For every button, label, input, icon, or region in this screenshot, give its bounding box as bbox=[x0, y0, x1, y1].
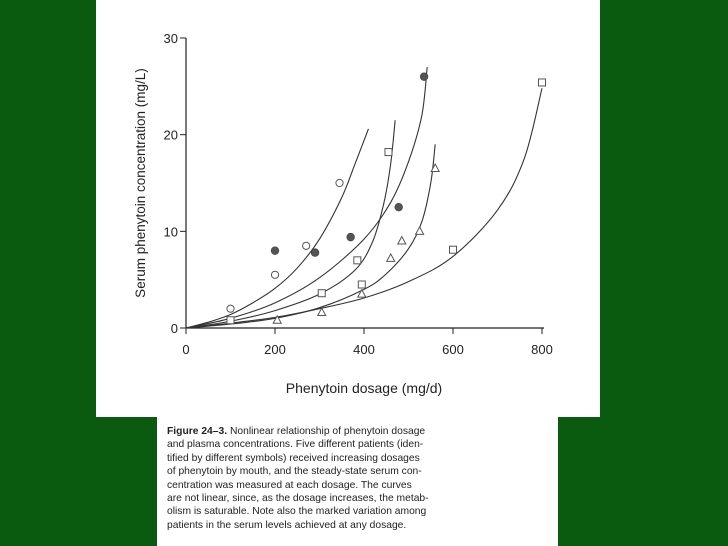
caption-line-4: of phenytoin by mouth, and the steady-state serum con- bbox=[167, 466, 422, 478]
series-3-point bbox=[318, 290, 325, 297]
series-2-point bbox=[311, 249, 319, 257]
series-4-point bbox=[416, 227, 424, 235]
series-4-point bbox=[387, 254, 395, 262]
figure-caption bbox=[157, 417, 558, 532]
caption-line-1: Nonlinear relationship of phenytoin dosage bbox=[227, 426, 426, 437]
series-4-point bbox=[358, 290, 366, 298]
figure-panel bbox=[96, 0, 600, 417]
series-2-point bbox=[347, 233, 355, 241]
series-5-point bbox=[450, 246, 457, 253]
caption-panel bbox=[157, 417, 558, 546]
x-tick-label: 0 bbox=[182, 342, 190, 357]
caption-line-8: patients in the serum levels achieved at any dosage. bbox=[167, 519, 407, 531]
series-1-point bbox=[271, 271, 278, 278]
series-5-curve bbox=[186, 88, 542, 328]
series-3-point bbox=[227, 317, 234, 324]
chart-markers bbox=[227, 73, 546, 324]
y-tick-label: 0 bbox=[170, 321, 178, 336]
x-tick-label: 800 bbox=[531, 342, 553, 357]
series-1-curve bbox=[186, 129, 368, 328]
series-2-point bbox=[395, 203, 403, 211]
series-4-point bbox=[398, 237, 406, 245]
caption-line-7: olism is saturable. Note also the marked variation among bbox=[167, 506, 427, 518]
x-tick-label: 400 bbox=[353, 342, 375, 357]
y-tick-label: 20 bbox=[163, 127, 178, 143]
series-3-point bbox=[354, 257, 361, 264]
series-1-point bbox=[336, 179, 343, 186]
y-tick-label: 10 bbox=[163, 224, 178, 240]
x-tick-label: 600 bbox=[442, 342, 464, 357]
series-1-point bbox=[227, 305, 234, 312]
x-tick-label: 200 bbox=[264, 342, 286, 357]
y-axis-label: Serum phenytoin concentration (mg/L) bbox=[133, 68, 148, 298]
figure-label: Figure 24–3. bbox=[167, 426, 228, 437]
chart-axes bbox=[164, 31, 553, 357]
caption-line-6: are not linear, since, as the dosage increases, the metab- bbox=[167, 493, 429, 505]
series-3-point bbox=[385, 149, 392, 156]
caption-line-2: and plasma concentrations. Five different patients (iden- bbox=[167, 439, 424, 451]
series-3-point bbox=[358, 281, 365, 288]
phenytoin-chart bbox=[96, 0, 600, 417]
series-5-point bbox=[539, 79, 546, 86]
series-2-point bbox=[271, 247, 279, 255]
caption-line-3: tified by different symbols) received increasing dosages bbox=[167, 452, 420, 464]
series-2-point bbox=[420, 73, 428, 81]
chart-curves bbox=[186, 67, 542, 328]
x-axis-label: Phenytoin dosage (mg/d) bbox=[285, 380, 443, 396]
series-1-point bbox=[303, 242, 310, 249]
caption-line-5: centration was measured at each dosage. The curves bbox=[167, 479, 412, 491]
series-4-curve bbox=[186, 144, 435, 328]
y-tick-label: 30 bbox=[163, 31, 178, 46]
